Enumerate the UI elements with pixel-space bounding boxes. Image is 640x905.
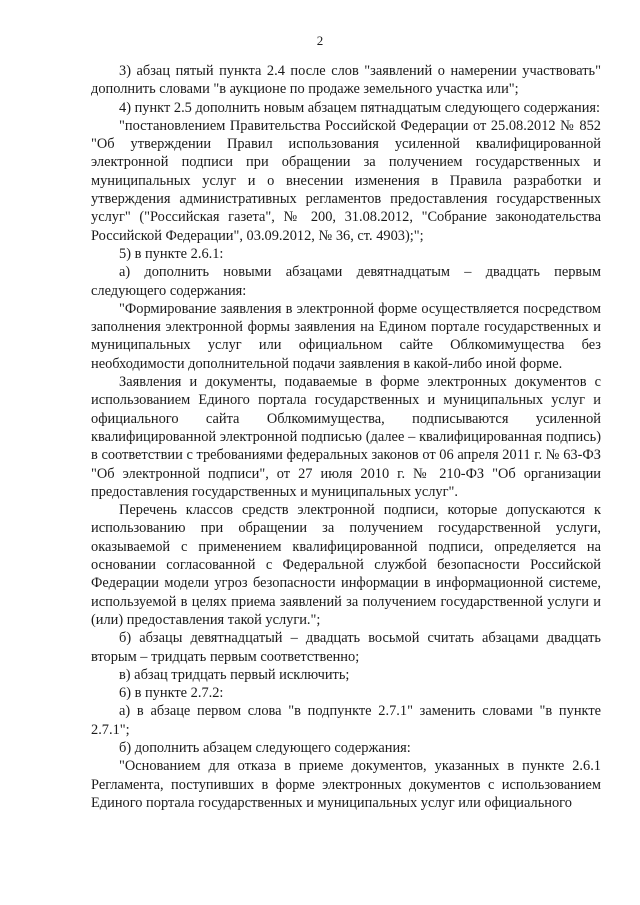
- paragraph: в) абзац тридцать первый исключить;: [119, 666, 350, 683]
- page-number: 2: [316, 33, 324, 48]
- document-body: [91, 62, 601, 812]
- paragraph: 6) в пункте 2.7.2:: [119, 685, 224, 702]
- paragraph: 4) пункт 2.5 дополнить новым абзацем пятнадцатым следующего содержания:: [119, 99, 601, 116]
- paragraph: б) дополнить абзацем следующего содержания:: [119, 739, 411, 756]
- paragraph: Заявления и документы, подаваемые в форме электронных документов с использованием Единого портала государственных и муниципальных услуг и официального сайта Облкомимущества, подписываются усиленной квалифицированной электронной подписью (далее – квалифицированная подпись) в соответствии с требованиями федеральных законов от 06 апреля 2011 г. № 63-ФЗ "Об электронной подписи", от 27 июля 2010 г. № 210-ФЗ "Об организации предоставления государственных и муниципальных услуг".: [91, 374, 601, 500]
- paragraph: 3) абзац пятый пункта 2.4 после слов "заявлений о намерении участвовать" дополнить словами "в аукционе по продаже земельного участка или";: [91, 63, 601, 98]
- paragraph: 5) в пункте 2.6.1:: [119, 245, 224, 262]
- paragraph: б) абзацы девятнадцатый – двадцать восьмой считать абзацами двадцать вторым – тридцать первым соответственно;: [91, 630, 601, 665]
- paragraph: Перечень классов средств электронной подписи, которые допускаются к использованию при обращении за получением государственной услуги, оказываемой с применением квалифицированной подписи, определяется на основании согласованной с Федеральной службой безопасности Российской Федерации модели угроз безопасности информации в информационной системе, используемой в целях приема заявлений за получением государственной услуги и (или) предоставления такой услуги.";: [91, 502, 601, 628]
- paragraph: "Формирование заявления в электронной форме осуществляется посредством заполнения электронной формы заявления на Едином портале государственных и муниципальных услуг или официальном сайте Облкомимущества без необходимости дополнительной подачи заявления в какой-либо иной форме.: [91, 300, 601, 372]
- paragraph: "Основанием для отказа в приеме документов, указанных в пункте 2.6.1 Регламента, поступивших в форме электронных документов с использованием Единого портала государственных и муниципальных услуг или официального: [91, 758, 601, 811]
- paragraph: а) в абзаце первом слова "в подпункте 2.7.1" заменить словами "в пункте 2.7.1";: [91, 703, 601, 738]
- paragraph: "постановлением Правительства Российской Федерации от 25.08.2012 № 852 "Об утверждении Правил использования усиленной квалифицированной электронной подписи при обращении за получением государственных и муниципальных услуг и о внесении изменения в Правила разработки и утверждения административных регламентов предоставления государственных услуг" ("Российская газета", № 200, 31.08.2012, "Собрание законодательства Российской Федерации", 03.09.2012, № 36, ст. 4903);";: [91, 117, 601, 244]
- paragraph: а) дополнить новыми абзацами девятнадцатым – двадцать первым следующего содержания:: [91, 264, 601, 299]
